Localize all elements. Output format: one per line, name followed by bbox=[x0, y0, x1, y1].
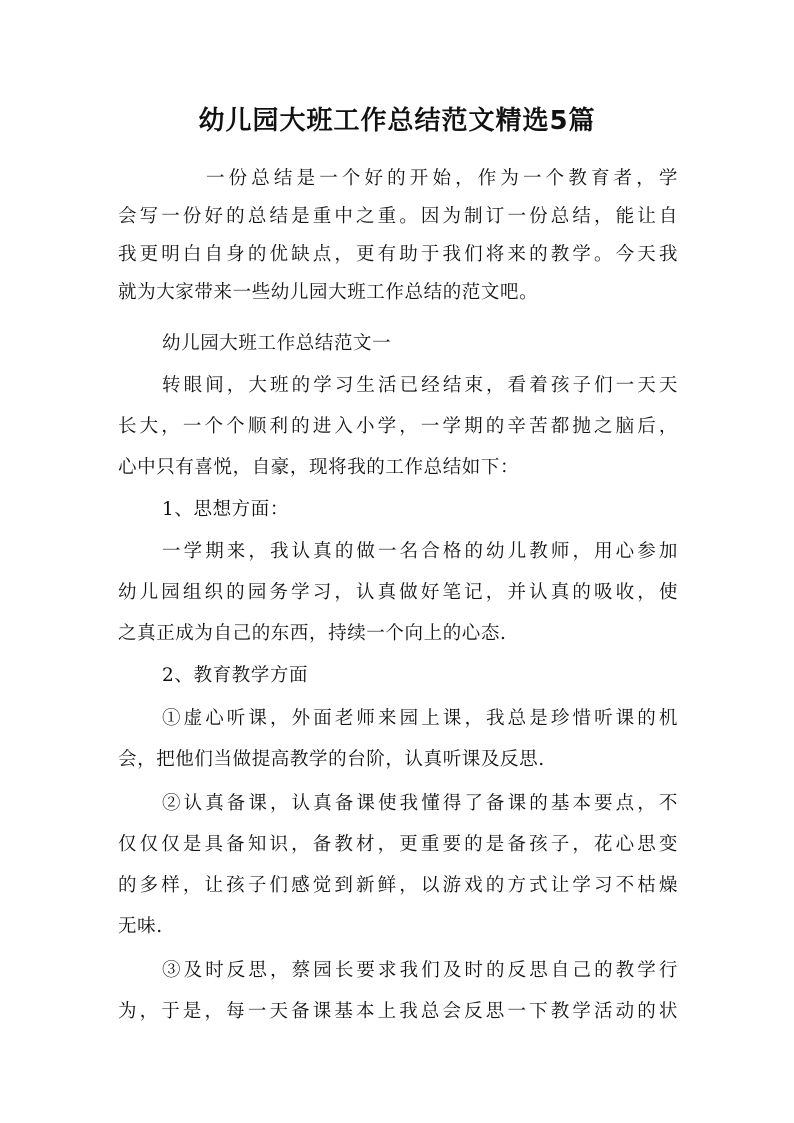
paragraph-line: 无味. bbox=[118, 916, 163, 937]
paragraph-line: 一份总结是一个好的开始，作为一个教育者，学 bbox=[206, 168, 678, 189]
paragraph-line: 转眼间，大班的学习生活已经结束，看着孩子们一天天 bbox=[162, 375, 678, 396]
section-heading: 幼儿园大班工作总结范文一 bbox=[162, 333, 392, 354]
paragraph-line: ②认真备课，认真备课使我懂得了备课的基本要点，不 bbox=[162, 793, 678, 814]
paragraph-line: 的多样，让孩子们感觉到新鲜，以游戏的方式让学习不枯燥 bbox=[118, 875, 678, 896]
paragraph-line: 我更明白自身的优缺点，更有助于我们将来的教学。今天我 bbox=[118, 244, 678, 265]
paragraph-line: 心中只有喜悦，自豪，现将我的工作总结如下： bbox=[118, 457, 520, 478]
paragraph-line: ③及时反思，蔡园长要求我们及时的反思自己的教学行 bbox=[162, 960, 678, 981]
paragraph-line: 就为大家带来一些幼儿园大班工作总结的范文吧。 bbox=[118, 282, 539, 303]
paragraph-line: 幼儿园组织的园务学习，认真做好笔记，并认真的吸收，使 bbox=[118, 582, 678, 603]
paragraph-line: 一学期来，我认真的做一名合格的幼儿教师，用心参加 bbox=[162, 541, 678, 562]
document-title: 幼儿园大班工作总结范文精选5篇 bbox=[198, 106, 596, 136]
subsection-heading: 1、思想方面： bbox=[162, 499, 289, 520]
subsection-heading: 2、教育教学方面 bbox=[162, 665, 309, 686]
paragraph-line: 为，于是，每一天备课基本上我总会反思一下教学活动的状 bbox=[118, 1001, 678, 1022]
paragraph-line: 之真正成为自己的东西，持续一个向上的心态. bbox=[118, 623, 507, 644]
paragraph-line: 会写一份好的总结是重中之重。因为制订一份总结，能让自 bbox=[118, 206, 678, 227]
paragraph-line: 仅仅仅是具备知识，备教材，更重要的是备孩子，花心思变 bbox=[118, 834, 678, 855]
paragraph-line: ①虚心听课，外面老师来园上课，我总是珍惜听课的机 bbox=[162, 708, 678, 729]
paragraph-line: 长大，一个个顺利的进入小学，一学期的辛苦都抛之脑后， bbox=[118, 416, 678, 437]
paragraph-line: 会，把他们当做提高教学的台阶，认真听课及反思. bbox=[118, 749, 545, 770]
